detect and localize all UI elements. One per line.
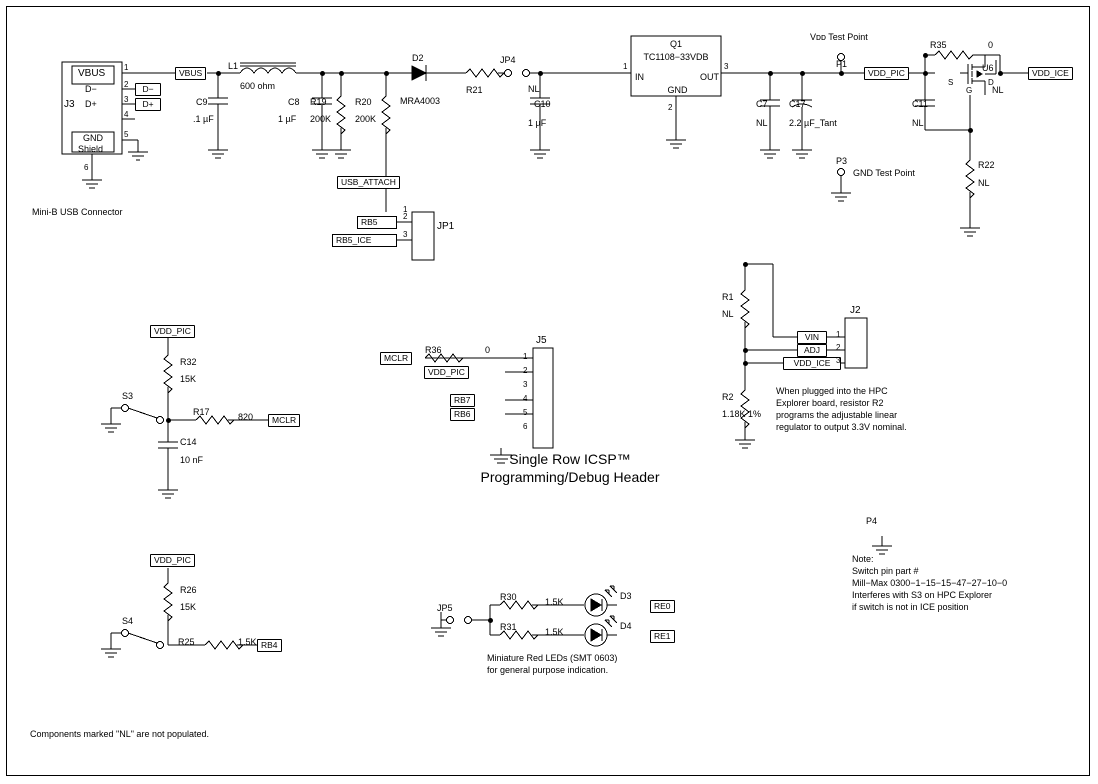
P1-ref: P1 — [836, 59, 848, 69]
S4-ref: S4 — [122, 616, 134, 626]
net-tag-rb6: RB6 — [450, 408, 475, 421]
R17-value: 820 — [238, 412, 254, 422]
R31-value: 1.5K — [545, 627, 564, 637]
JP4-ref: JP4 — [500, 55, 516, 65]
usb-pin1-name: VBUS — [78, 68, 106, 79]
D4-ref: D4 — [620, 621, 632, 631]
R2-value: 1.18K 1% — [722, 409, 762, 419]
usb-shield-name: Shield — [78, 144, 104, 154]
J5-pinnum-4: 4 — [523, 394, 528, 403]
junction-dot — [384, 71, 389, 76]
C11-value: NL — [912, 118, 924, 128]
usb-pin5-name: GND — [83, 133, 103, 143]
C14-value: 10 nF — [180, 455, 204, 465]
usb-pinnum-5: 5 — [124, 130, 129, 139]
Q1-pinnum-3: 3 — [724, 62, 729, 71]
JP4-value: NL — [528, 84, 540, 94]
C9-value: .1 µF — [193, 114, 214, 124]
junction-dot — [488, 618, 493, 623]
P4-ref: P4 — [866, 516, 878, 526]
J2-pinnum-1: 1 — [836, 330, 841, 339]
S3-ref: S3 — [122, 391, 134, 401]
R20-ref: R20 — [355, 97, 372, 107]
net-tag-rb7: RB7 — [450, 394, 475, 407]
R1-value: NL — [722, 309, 734, 319]
net-tag-vbus: VBUS — [175, 67, 206, 80]
junction-dot — [320, 71, 325, 76]
D2-ref: D2 — [412, 53, 424, 63]
R17-ref: R17 — [193, 407, 210, 417]
hpc-note-1: When plugged into the HPC — [776, 386, 888, 396]
hpc-note-2: Explorer board, resistor R2 — [776, 398, 884, 408]
leds-caption-2: for general purpose indication. — [487, 665, 609, 675]
JP1-pinnum-2: 2 — [403, 212, 408, 221]
junction-dot — [216, 71, 221, 76]
R19-value: 200K — [310, 114, 332, 124]
C11-ref: C11 — [912, 99, 928, 109]
junction-dot — [743, 361, 748, 366]
C7-value: NL — [756, 118, 768, 128]
net-tag-rb4: RB4 — [257, 639, 282, 652]
leds-caption-1: Miniature Red LEDs (SMT 0603) — [487, 653, 618, 663]
D3-ref: D3 — [620, 591, 632, 601]
P3-ref: P3 — [836, 156, 848, 166]
net-tag-re1: RE1 — [650, 630, 675, 643]
vdd-test-point-label: Vᴅᴅ Test Point — [810, 32, 868, 42]
R1-ref: R1 — [722, 292, 734, 302]
J5-pinnum-5: 5 — [523, 408, 528, 417]
usb-pin2-name: D− — [85, 84, 97, 94]
L1-value: 600 ohm — [240, 81, 276, 91]
JP1-pinnum-1: 1 — [403, 205, 408, 214]
net-tag-mclr-icsp: MCLR — [380, 352, 412, 365]
J2-pinnum-2: 2 — [836, 343, 841, 352]
J5-pinnum-3: 3 — [523, 380, 528, 389]
net-tag-re0: RE0 — [650, 600, 675, 613]
net-tag-vdd-pic: VDD_PIC — [864, 67, 909, 80]
C14-ref: C14 — [180, 437, 197, 447]
R31-ref: R31 — [500, 622, 517, 632]
gnd-test-point-label: GND Test Point — [853, 168, 915, 178]
C17-ref: C17 — [789, 99, 806, 109]
R25-ref: R25 — [178, 637, 195, 647]
junction-dot — [743, 348, 748, 353]
junction-dot — [339, 71, 344, 76]
junction-dot — [743, 262, 748, 267]
usb-pinnum-3: 3 — [124, 95, 129, 104]
U6-pin-g: G — [966, 86, 973, 95]
net-tag-vdd-pic-rb4: VDD_PIC — [150, 554, 195, 567]
junction-dot — [839, 71, 844, 76]
U6-pin-d: D — [988, 78, 994, 87]
U6-pin-s: S — [948, 78, 954, 87]
J5-pinnum-6: 6 — [523, 422, 528, 431]
R2-ref: R2 — [722, 392, 734, 402]
Q1-ref: Q1 — [670, 39, 683, 49]
note-line-1: Switch pin part # — [852, 566, 919, 576]
R20-value: 200K — [355, 114, 377, 124]
net-tag-usb-attach: USB_ATTACH — [337, 176, 400, 189]
R35-value: 0 — [988, 40, 994, 50]
JP1-ref: JP1 — [437, 221, 455, 232]
usb-pinnum-4: 4 — [124, 110, 129, 119]
R32-ref: R32 — [180, 357, 197, 367]
usb-connector-caption: Mini-B USB Connector — [32, 207, 123, 217]
net-tag-adj: ADJ — [797, 344, 827, 357]
net-tag-rb5: RB5 — [357, 216, 397, 229]
R36-ref: R36 — [425, 345, 442, 355]
junction-dot — [923, 53, 928, 58]
C8-value: 1 µF — [278, 114, 297, 124]
R22-ref: R22 — [978, 160, 995, 170]
icsp-title-line1: Single Row ICSP™ — [509, 451, 631, 467]
junction-dot — [923, 71, 928, 76]
D2-value: MRA4003 — [400, 96, 441, 106]
J2-ref: J2 — [850, 305, 861, 316]
JP1-pinnum-3: 3 — [403, 230, 408, 239]
C10-ref: C10 — [534, 99, 551, 109]
J2-pinnum-3: 3 — [836, 356, 841, 365]
L1-ref: L1 — [228, 61, 239, 71]
footer-note: Components marked "NL" are not populated. — [30, 729, 209, 739]
U6-ref: U6 — [982, 63, 994, 73]
C8-ref: C8 — [288, 97, 300, 107]
usb-pinnum-1: 1 — [124, 63, 129, 72]
U6-value: NL — [992, 85, 1004, 95]
JP5-ref: JP5 — [437, 603, 453, 613]
icsp-title-line2: Programming/Debug Header — [480, 469, 660, 485]
junction-dot — [998, 71, 1003, 76]
R21-ref: R21 — [466, 85, 483, 95]
R26-value: 15K — [180, 602, 197, 612]
hpc-note-4: regulator to output 3.3V nominal. — [776, 422, 907, 432]
R26-ref: R26 — [180, 585, 197, 595]
junction-dot — [800, 71, 805, 76]
junction-dot — [968, 128, 973, 133]
R35-ref: R35 — [930, 40, 947, 50]
R30-value: 1.5K — [545, 597, 564, 607]
net-tag-vdd-pic-icsp: VDD_PIC — [424, 366, 469, 379]
Q1-pin-out: OUT — [700, 72, 719, 82]
usb-pinnum-2: 2 — [124, 80, 129, 89]
net-tag-dminus: D− — [135, 83, 161, 96]
J5-pinnum-1: 1 — [523, 352, 528, 361]
note-title: Note: — [852, 554, 874, 564]
Q1-pin-gnd: GND — [667, 85, 688, 95]
net-tag-vin: VIN — [797, 331, 827, 344]
net-tag-vdd-pic-mclr: VDD_PIC — [150, 325, 195, 338]
C17-value: 2.2 µF_Tant — [789, 118, 837, 128]
junction-dot — [538, 71, 543, 76]
R30-ref: R30 — [500, 592, 517, 602]
Q1-part: TC1108−33VDB — [643, 52, 709, 62]
junction-dot — [768, 71, 773, 76]
net-tag-vdd-ice: VDD_ICE — [1028, 67, 1073, 80]
J5-ref: J5 — [536, 335, 547, 346]
J5-pinnum-2: 2 — [523, 366, 528, 375]
hpc-note-3: programs the adjustable linear — [776, 410, 898, 420]
net-tag-vdd-ice-j2: VDD_ICE — [783, 357, 841, 370]
R32-value: 15K — [180, 374, 197, 384]
note-line-3: Interferes with S3 on HPC Explorer — [852, 590, 993, 600]
R19-ref: R19 — [310, 97, 327, 107]
Q1-pinnum-2: 2 — [668, 103, 673, 112]
usb-pin3-name: D+ — [85, 99, 97, 109]
C9-ref: C9 — [196, 97, 208, 107]
net-tag-dplus: D+ — [135, 98, 161, 111]
net-tag-mclr: MCLR — [268, 414, 300, 427]
usb-pinnum-6: 6 — [84, 163, 89, 172]
Q1-pin-in: IN — [635, 72, 644, 82]
R36-value: 0 — [485, 345, 491, 355]
note-line-2: Mill−Max 0300−1−15−15−47−27−10−0 — [852, 578, 1008, 588]
net-tag-rb5-ice: RB5_ICE — [332, 234, 397, 247]
usb-ref: J3 — [64, 99, 75, 110]
C7-ref: C7 — [756, 99, 768, 109]
R22-value: NL — [978, 178, 990, 188]
C10-value: 1 µF — [528, 118, 547, 128]
junction-dot — [166, 418, 171, 423]
note-line-4: if switch is not in ICE position — [852, 602, 969, 612]
Q1-pinnum-1: 1 — [623, 62, 628, 71]
R25-value: 1.5K — [238, 637, 257, 647]
